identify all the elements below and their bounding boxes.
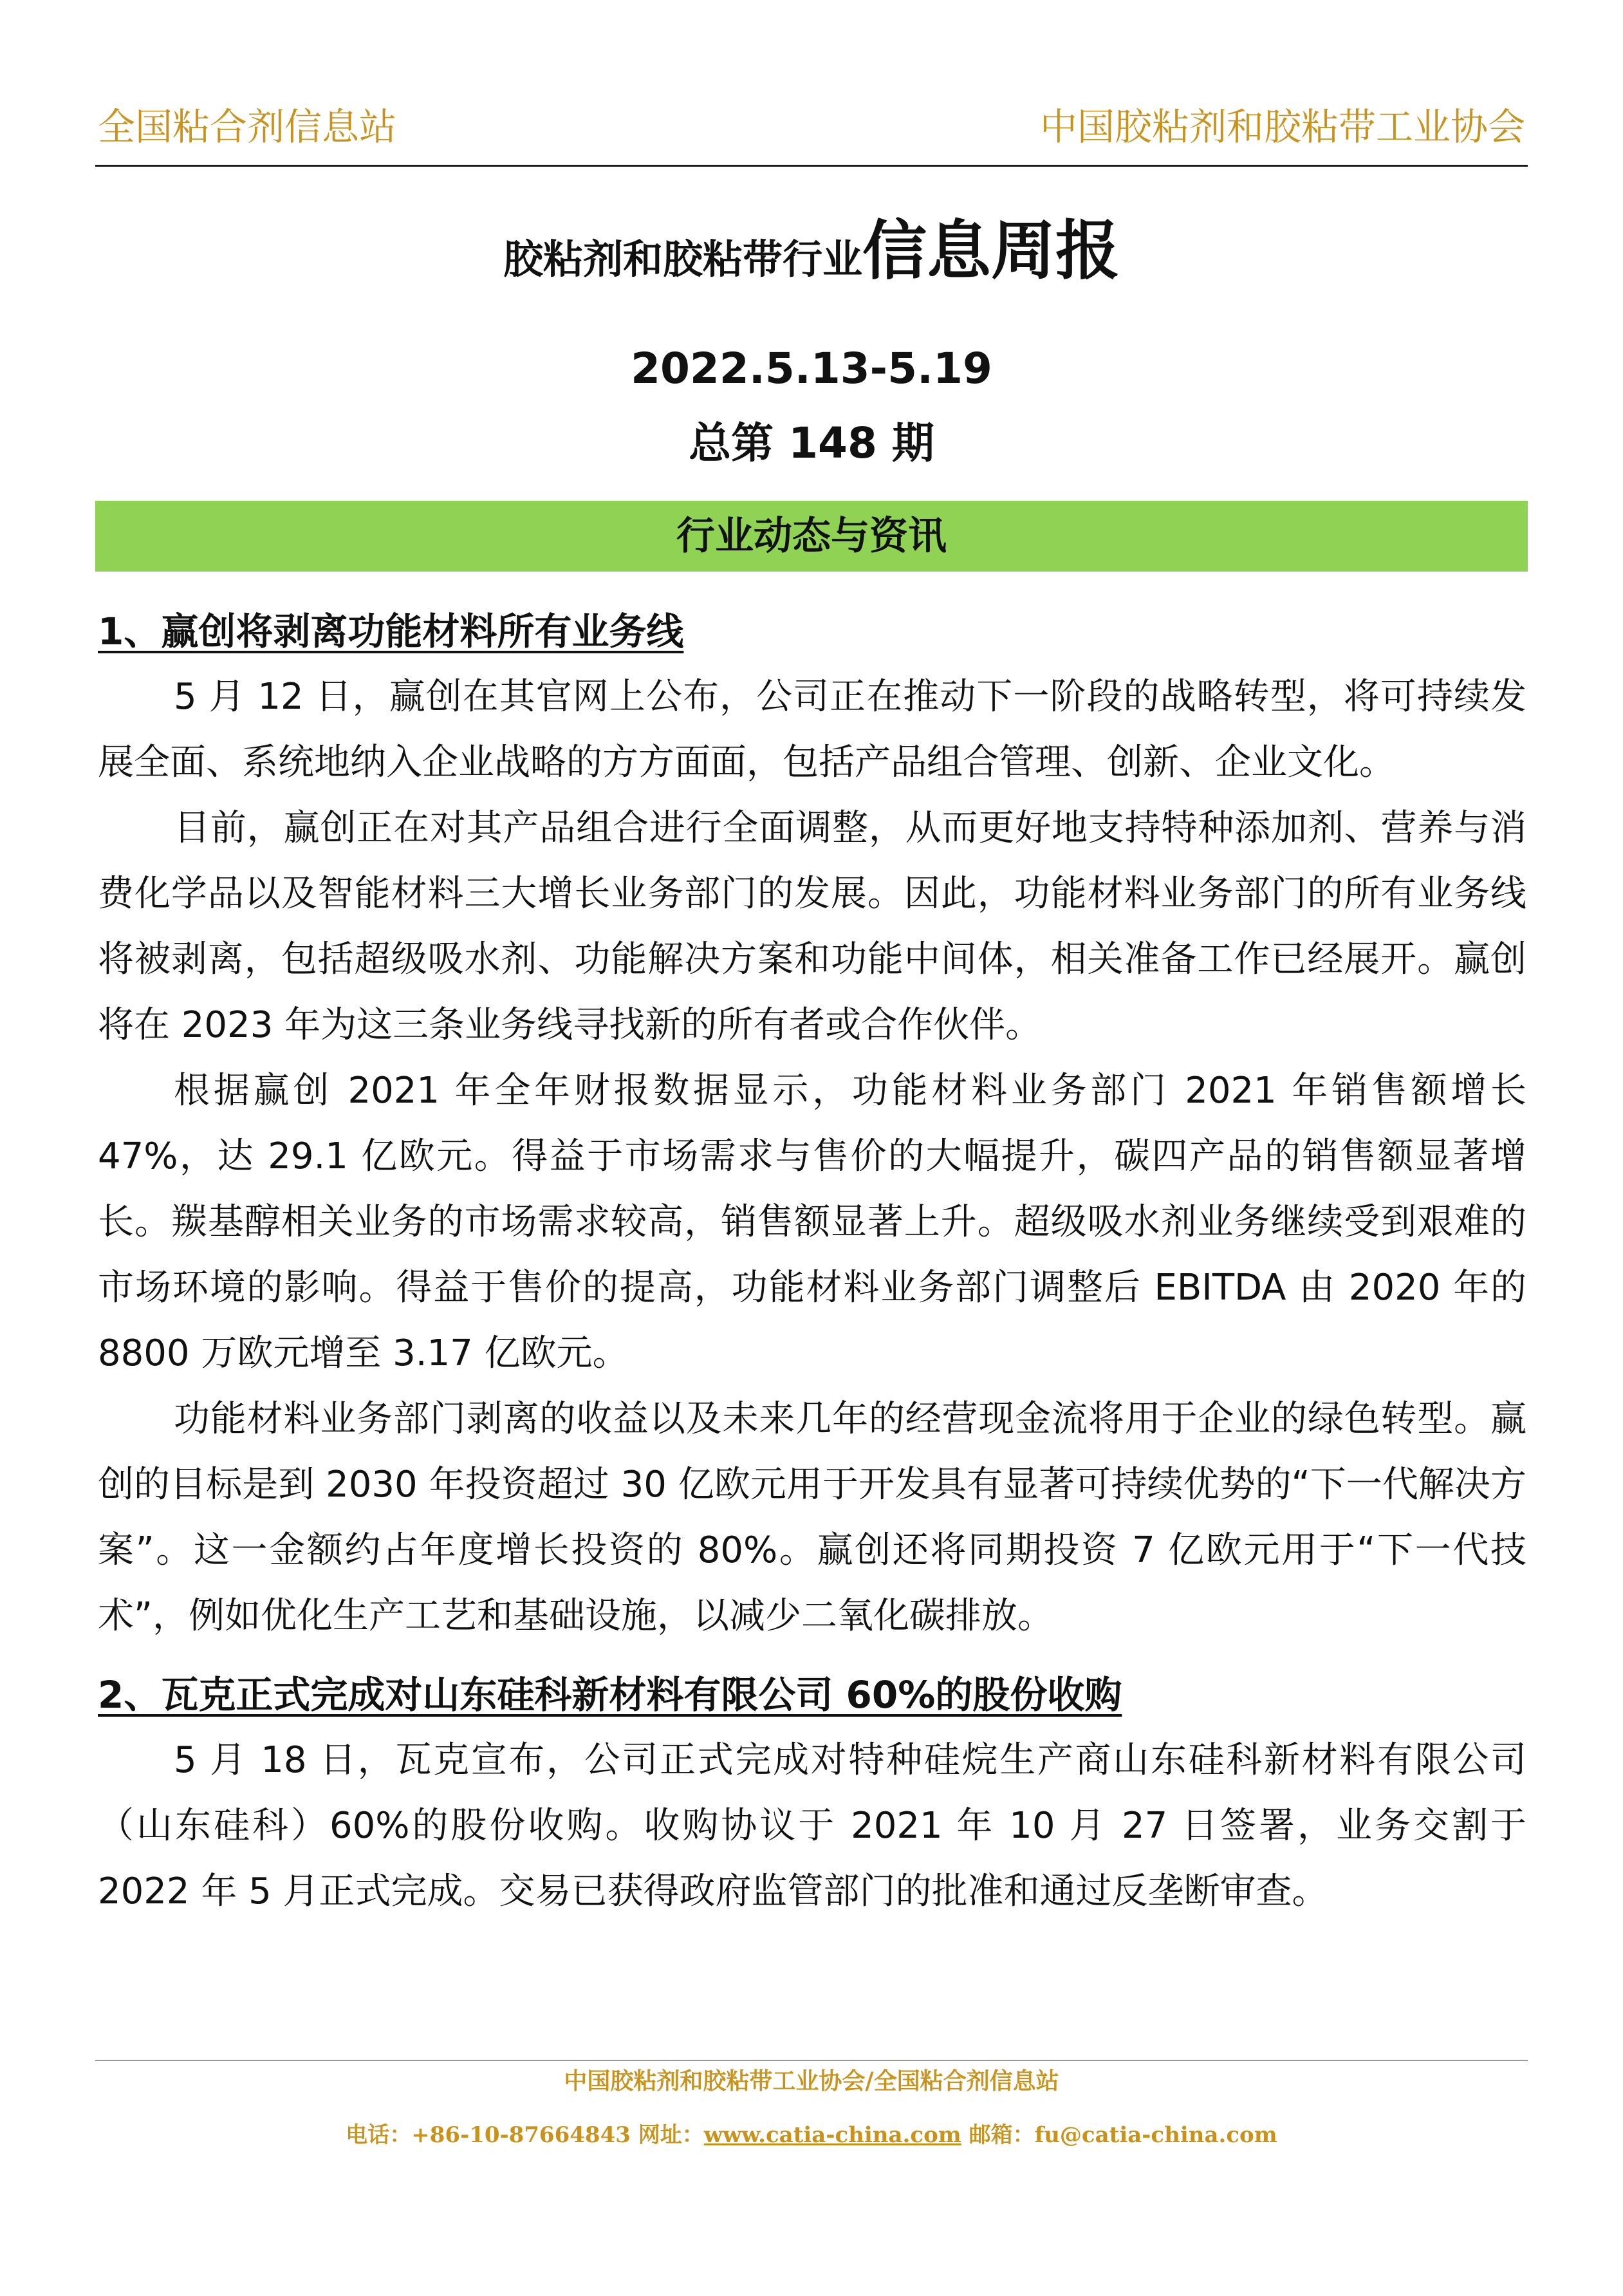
- footer-email: fu@catia-china.com: [1034, 2122, 1277, 2148]
- article-1-paragraph-2: 目前，赢创正在对其产品组合进行全面调整，从而更好地支持特种添加剂、营养与消费化学品以及智能材料三大增长业务部门的发展。因此，功能材料业务部门的所有业务线将被剥离，包括超级吸水剂、功能解决方案和功能中间体，相关准备工作已经展开。赢创将在 2023 年为这三条业务线寻找新的所有者或合作伙伴。: [98, 807, 1526, 1046]
- article-2-heading: 2、瓦克正式完成对山东硅科新材料有限公司 60%的股份收购: [98, 1673, 1122, 1717]
- header-association-name: 中国胶粘剂和胶粘带工业协会: [1039, 105, 1525, 149]
- footer-email-label: 邮箱：: [969, 2122, 1035, 2148]
- report-title-prefix: 胶粘剂和胶粘带行业: [503, 236, 862, 283]
- header-site-name: 全国粘合剂信息站: [98, 105, 397, 149]
- section-title-band: 行业动态与资讯: [95, 501, 1528, 572]
- article-1-heading: 1、赢创将剥离功能材料所有业务线: [98, 610, 684, 653]
- footer-website-label: 网址：: [638, 2122, 704, 2148]
- report-date-range: 2022.5.13-5.19: [631, 344, 992, 393]
- report-title-main: 信息周报: [862, 213, 1120, 288]
- report-issue-number: 总第 148 期: [689, 418, 934, 468]
- footer-phone: +86-10-87664843: [411, 2122, 631, 2148]
- article-1-paragraph-4: 功能材料业务部门剥离的收益以及未来几年的经营现金流将用于企业的绿色转型。赢创的目标是到 2030 年投资超过 30 亿欧元用于开发具有显著可持续优势的“下一代解决方案”。这一金额约占年度增长投资的 80%。赢创还将同期投资 7 亿欧元用于“下一代技术”，例如优化生产工艺和基础设施，以减少二氧化碳排放。: [98, 1398, 1526, 1637]
- footer-phone-label: 电话：: [346, 2122, 412, 2148]
- article-2-paragraph-1: 5 月 18 日，瓦克宣布，公司正式完成对特种硅烷生产商山东硅科新材料有限公司（山东硅科）60%的股份收购。收购协议于 2021 年 10 月 27 日签署，业务交割于 2022 年 5 月正式完成。交易已获得政府监管部门的批准和通过反垄断审查。: [98, 1739, 1526, 1912]
- footer-divider: [95, 2060, 1528, 2061]
- footer-website-link[interactable]: www.catia-china.com: [703, 2122, 961, 2148]
- article-1-paragraph-1: 5 月 12 日，赢创在其官网上公布，公司正在推动下一阶段的战略转型，将可持续发展全面、系统地纳入企业战略的方方面面，包括产品组合管理、创新、企业文化。: [98, 676, 1526, 783]
- footer-contact: [0, 2124, 1623, 2146]
- article-1-paragraph-3: 根据赢创 2021 年全年财报数据显示，功能材料业务部门 2021 年销售额增长 47%，达 29.1 亿欧元。得益于市场需求与售价的大幅提升，碳四产品的销售额显著增长。羰基醇相关业务的市场需求较高，销售额显著上升。超级吸水剂业务继续受到艰难的市场环境的影响。得益于售价的提高，功能材料业务部门调整后 EBITDA 由 2020 年的 8800 万欧元增至 3.17 亿欧元。: [98, 1070, 1526, 1374]
- report-title: [0, 212, 1623, 290]
- footer-organization: 中国胶粘剂和胶粘带工业协会/全国粘合剂信息站: [564, 2067, 1059, 2095]
- header-divider: [95, 165, 1528, 167]
